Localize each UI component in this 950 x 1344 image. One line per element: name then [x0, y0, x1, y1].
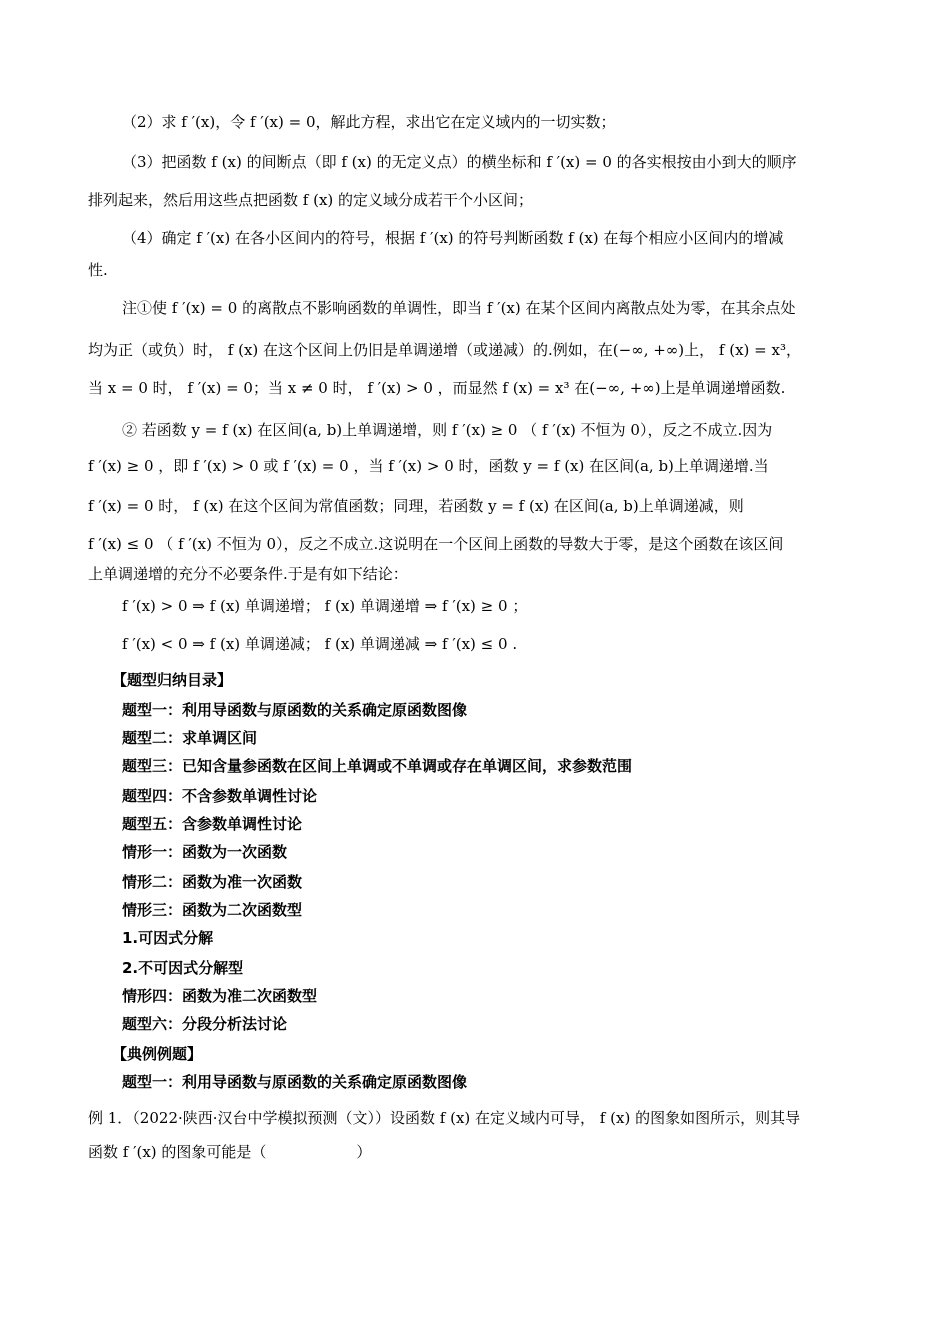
text-line: （3）把函数 f (x) 的间断点（即 f (x) 的无定义点）的横坐标和 f ′(x) = 0 的各实根按由小到大的顺序 [122, 153, 797, 171]
text-line: 题型三：已知含量参函数在区间上单调或不单调或存在单调区间，求参数范围 [122, 757, 633, 775]
text-line: 情形二：函数为准一次函数 [122, 873, 303, 891]
text-line: 情形四：函数为准二次函数型 [122, 987, 318, 1005]
text-line: 情形一：函数为一次函数 [122, 843, 288, 861]
text-line: 排列起来，然后用这些点把函数 f (x) 的定义域分成若干个小区间； [88, 191, 534, 209]
text-line: 均为正（或负）时， f (x) 在这个区间上仍旧是单调递增（或递减）的.例如，在(−∞, +∞)上， f (x) = x³， [88, 341, 801, 359]
text-line: 注①使 f ′(x) = 0 的离散点不影响函数的单调性，即当 f ′(x) 在某个区间内离散点处为零，在其余点处 [122, 299, 796, 317]
text-line: 【典例例题】 [112, 1045, 203, 1063]
text-line: 1.可因式分解 [122, 929, 214, 947]
text-line: 2.不可因式分解型 [122, 959, 244, 977]
text-line: 例 1．（2022·陕西·汉台中学模拟预测（文））设函数 f (x) 在定义域内可导， f (x) 的图象如图所示，则其导 [88, 1109, 801, 1127]
text-line: （2）求 f ′(x)，令 f ′(x) = 0，解此方程，求出它在定义域内的一切实数； [122, 113, 616, 131]
text-line: 【题型归纳目录】 [112, 671, 233, 689]
text-line: f ′(x) = 0 时， f (x) 在这个区间为常值函数；同理，若函数 y = f (x) 在区间(a, b)上单调递减，则 [88, 497, 744, 515]
text-line: ② 若函数 y = f (x) 在区间(a, b)上单调递增，则 f ′(x) ≥ 0 （ f ′(x) 不恒为 0），反之不成立.因为 [122, 421, 773, 439]
text-line: f ′(x) ≤ 0 （ f ′(x) 不恒为 0），反之不成立.这说明在一个区间上函数的导数大于零，是这个函数在该区间 [88, 535, 784, 553]
text-line: 上单调递增的充分不必要条件.于是有如下结论： [88, 565, 408, 583]
text-line: 当 x = 0 时， f ′(x) = 0；当 x ≠ 0 时， f ′(x) > 0 ，而显然 f (x) = x³ 在(−∞, +∞)上是单调递增函数. [88, 379, 786, 397]
text-line: 题型二：求单调区间 [122, 729, 258, 747]
text-line: 情形三：函数为二次函数型 [122, 901, 303, 919]
text-line: 性. [88, 261, 108, 279]
text-line: 题型一：利用导函数与原函数的关系确定原函数图像 [122, 701, 468, 719]
text-line: （4）确定 f ′(x) 在各小区间内的符号，根据 f ′(x) 的符号判断函数 f (x) 在每个相应小区间内的增减 [122, 229, 784, 247]
text-line: 题型五：含参数单调性讨论 [122, 815, 303, 833]
text-line: 题型四：不含参数单调性讨论 [122, 787, 318, 805]
text-line: 题型一：利用导函数与原函数的关系确定原函数图像 [122, 1073, 468, 1091]
text-line: 题型六：分段分析法讨论 [122, 1015, 288, 1033]
text-line: f ′(x) < 0 ⇒ f (x) 单调递减； f (x) 单调递减 ⇒ f ′(x) ≤ 0 . [122, 635, 518, 653]
text-line: f ′(x) > 0 ⇒ f (x) 单调递增； f (x) 单调递增 ⇒ f ′(x) ≥ 0 ； [122, 597, 528, 615]
text-line: 函数 f ′(x) 的图象可能是（ ） [88, 1143, 372, 1161]
text-line: f ′(x) ≥ 0 ，即 f ′(x) > 0 或 f ′(x) = 0 ，当 f ′(x) > 0 时，函数 y = f (x) 在区间(a, b)上单调递增.当 [88, 457, 769, 475]
